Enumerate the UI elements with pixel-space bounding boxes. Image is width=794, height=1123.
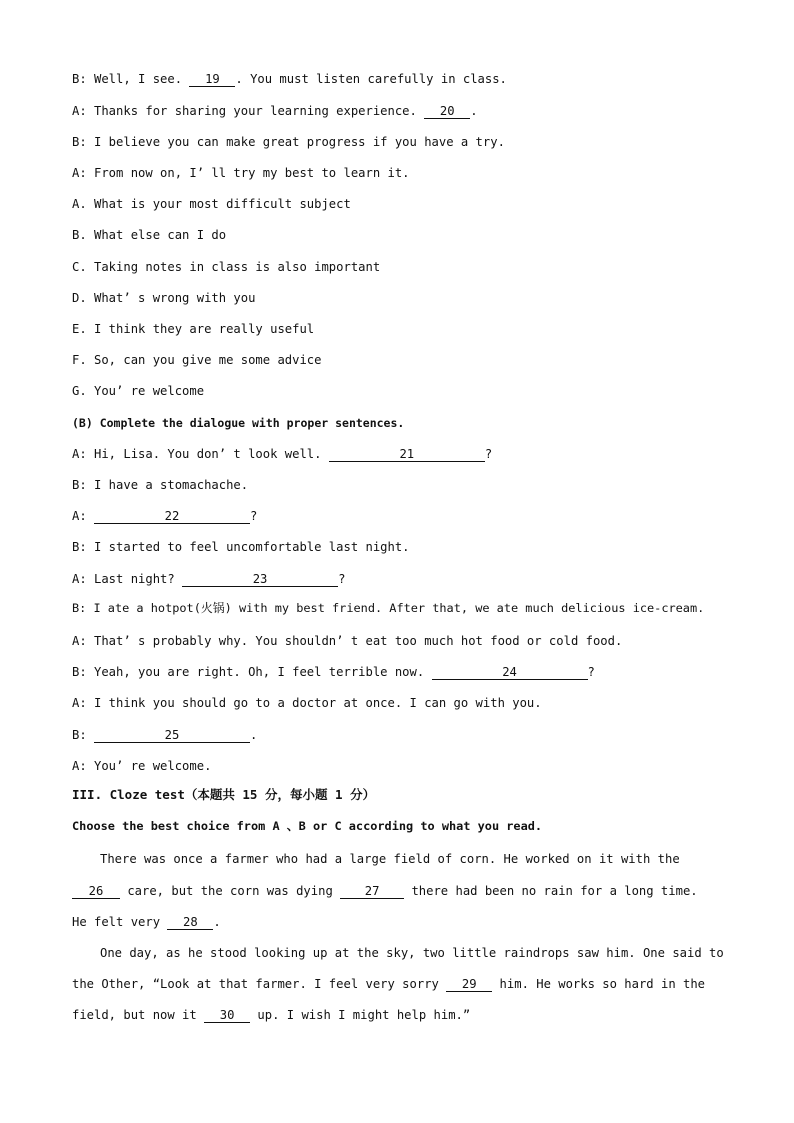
passage-line-29 bbox=[72, 976, 705, 992]
option-f: F. So, can you give me some advice bbox=[72, 353, 322, 367]
option-c: C. Taking notes in class is also important bbox=[72, 260, 381, 274]
passage-line-28 bbox=[72, 914, 221, 930]
dialogue-line: B: I have a stomachache. bbox=[72, 478, 249, 492]
answer-blank-28[interactable]: 28 bbox=[167, 915, 213, 930]
dialogue-line-25 bbox=[72, 727, 257, 743]
passage-line: One day, as he stood looking up at the sky, two little raindrops saw him. One said to bbox=[100, 946, 724, 960]
passage-line: There was once a farmer who had a large field of corn. He worked on it with the bbox=[100, 852, 680, 866]
section-b-heading: (B) Complete the dialogue with proper sentences. bbox=[72, 416, 405, 430]
section-c-instruction: Choose the best choice from A 、B or C according to what you read. bbox=[72, 819, 543, 833]
option-d: D. What’ s wrong with you bbox=[72, 291, 256, 305]
text: B: Yeah, you are right. Oh, I feel terrible now. bbox=[72, 665, 432, 679]
dialogue-line: B: I believe you can make great progress if you have a try. bbox=[72, 135, 505, 149]
text: field, but now it bbox=[72, 1008, 205, 1022]
option-a: A. What is your most difficult subject bbox=[72, 197, 351, 211]
dialogue-line: A: I think you should go to a doctor at once. I can go with you. bbox=[72, 696, 542, 710]
text: ? bbox=[250, 509, 258, 523]
dialogue-line-19 bbox=[72, 71, 507, 87]
text: A: bbox=[72, 509, 95, 523]
answer-blank-29[interactable]: 29 bbox=[446, 977, 492, 992]
text: ? bbox=[338, 572, 346, 586]
text: up. I wish I might help him.” bbox=[250, 1008, 471, 1022]
text: . bbox=[470, 104, 478, 118]
dialogue-line: B: I started to feel uncomfortable last night. bbox=[72, 540, 410, 554]
answer-blank-27[interactable]: 27 bbox=[340, 884, 404, 899]
answer-blank-21[interactable]: 21 bbox=[329, 447, 485, 462]
passage-line-26-27 bbox=[72, 883, 698, 899]
text: . bbox=[250, 728, 258, 742]
dialogue-line-21 bbox=[72, 446, 492, 462]
answer-blank-30[interactable]: 30 bbox=[204, 1008, 250, 1023]
passage-line-30 bbox=[72, 1007, 470, 1023]
text: ? bbox=[587, 665, 595, 679]
dialogue-line-23 bbox=[72, 571, 345, 587]
answer-blank-26[interactable]: 26 bbox=[72, 884, 120, 899]
text: there had been no rain for a long time. bbox=[404, 884, 698, 898]
dialogue-line: A: That’ s probably why. You shouldn’ t eat too much hot food or cold food. bbox=[72, 634, 623, 648]
text: A: Thanks for sharing your learning experience. bbox=[72, 104, 425, 118]
section-c-title: III. Cloze test（本题共 15 分，每小题 1 分） bbox=[72, 787, 376, 802]
answer-blank-24[interactable]: 24 bbox=[432, 665, 588, 680]
text: care, but the corn was dying bbox=[120, 884, 341, 898]
answer-blank-20[interactable]: 20 bbox=[424, 104, 470, 119]
answer-blank-25[interactable]: 25 bbox=[94, 728, 250, 743]
dialogue-line-20 bbox=[72, 103, 478, 119]
text: He felt very bbox=[72, 915, 168, 929]
text: . bbox=[213, 915, 221, 929]
text: him. He works so hard in the bbox=[492, 977, 706, 991]
option-b: B. What else can I do bbox=[72, 228, 227, 242]
answer-blank-23[interactable]: 23 bbox=[182, 572, 338, 587]
answer-blank-19[interactable]: 19 bbox=[189, 72, 235, 87]
text: ? bbox=[484, 447, 493, 461]
text: B: Well, I see. bbox=[72, 72, 190, 86]
dialogue-line-22 bbox=[72, 508, 257, 524]
dialogue-line-24 bbox=[72, 664, 595, 680]
text: A: Hi, Lisa. You don’ t look well. bbox=[72, 447, 329, 461]
text: the Other, “Look at that farmer. I feel very sorry bbox=[72, 977, 447, 991]
dialogue-line: A: You’ re welcome. bbox=[72, 759, 212, 773]
text: . You must listen carefully in class. bbox=[235, 72, 507, 86]
dialogue-line: B: I ate a hotpot(火锅) with my best friend. After that, we ate much delicious ice-cream. bbox=[72, 601, 705, 615]
dialogue-line: A: From now on, I’ ll try my best to learn it. bbox=[72, 166, 410, 180]
text: A: Last night? bbox=[72, 572, 183, 586]
option-g: G. You’ re welcome bbox=[72, 384, 205, 398]
text: B: bbox=[72, 728, 95, 742]
answer-blank-22[interactable]: 22 bbox=[94, 509, 250, 524]
option-e: E. I think they are really useful bbox=[72, 322, 315, 336]
